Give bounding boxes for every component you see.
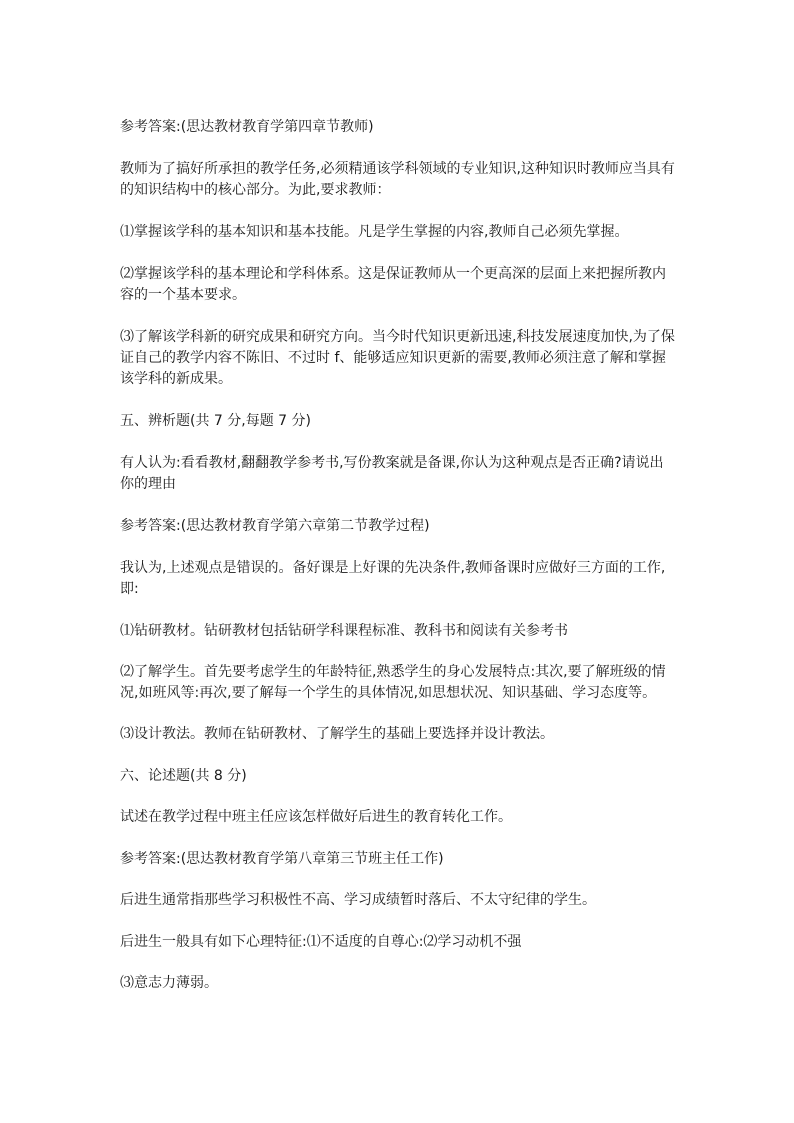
- question-text: 有人认为:看看教材,翻翻教学参考书,写份教案就是备课,你认为这种观点是否正确?请说出你的理由: [120, 455, 664, 492]
- answer-intro: 我认为,上述观点是错误的。备好课是上好课的先决条件,教师备课时应做好三方面的工作,即:: [120, 560, 666, 597]
- answer-reference-chapter-4: 参考答案:(思达教材教育学第四章节教师): [120, 119, 374, 135]
- list-item-1: ⑴掌握该学科的基本知识和基本技能。凡是学生掌握的内容,教师自己必须先掌握。: [120, 224, 629, 240]
- answer-reference-chapter-6: 参考答案:(思达教材教育学第六章第二节教学过程): [120, 518, 430, 534]
- list-item-1b: ⑴钻研教材。钻研教材包括钻研学科课程标准、教科书和阅读有关参考书: [120, 623, 568, 639]
- list-item-3: ⑶了解该学科新的研究成果和研究方向。当今时代知识更新迅速,科技发展速度加快,为了保证自己的教学内容不陈旧、不过时 f、能够适应知识更新的需要,教师必须注意了解和掌握该学科的新成果。: [120, 329, 675, 387]
- definition-paragraph: 后进生通常指那些学习积极性不高、学习成绩暂时落后、不太守纪律的学生。: [120, 892, 596, 908]
- list-item-2: ⑵掌握该学科的基本理论和学科体系。这是保证教师从一个更高深的层面上来把握所教内容的一个基本要求。: [120, 266, 666, 303]
- features-paragraph: 后进生一般具有如下心理特征:⑴不适度的自尊心:⑵学习动机不强: [120, 934, 522, 950]
- section-heading-6: 六、论述题(共 8 分): [120, 768, 247, 784]
- answer-reference-chapter-8: 参考答案:(思达教材教育学第八章第三节班主任工作): [120, 851, 444, 867]
- paragraph-teacher-knowledge: 教师为了搞好所承担的教学任务,必须精通该学科领域的专业知识,这种知识时教师应当具有的知识结构中的核心部分。为此,要求教师：: [120, 161, 675, 198]
- list-item-3b: ⑶设计教法。教师在钻研教材、了解学生的基础上要选择并设计教法。: [120, 726, 554, 742]
- essay-question: 试述在教学过程中班主任应该怎样做好后进生的教育转化工作。: [120, 809, 512, 825]
- list-item-2b: ⑵了解学生。首先要考虑学生的年龄特征,熟悉学生的身心发展特点:其次,要了解班级的情况,如班风等:再次,要了解每一个学生的具体情况,如思想状况、知识基础、学习态度等。: [120, 664, 666, 701]
- feature-3: ⑶意志力薄弱。: [120, 975, 218, 991]
- section-heading-5: 五、辨析题(共 7 分,每题 7 分): [120, 413, 311, 429]
